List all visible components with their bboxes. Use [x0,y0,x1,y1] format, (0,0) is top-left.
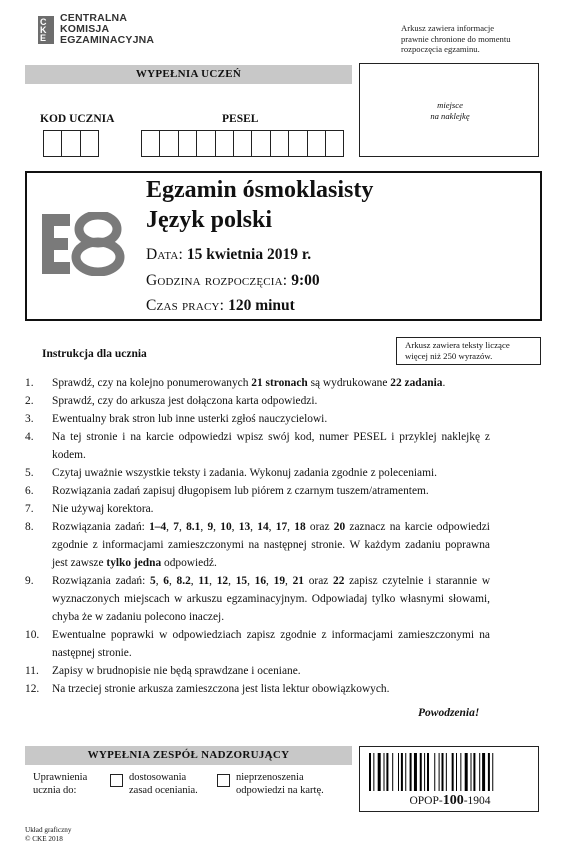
barcode-bar [473,753,475,791]
instruction-number: 1. [25,377,34,389]
exam-duration-value: 120 minut [228,297,295,314]
barcode-suffix: -1904 [463,795,491,807]
instruction-item [25,518,490,572]
barcode-number [360,793,540,809]
instruction-item [25,680,490,698]
instruction-text: Nie używaj korektora. [52,503,154,515]
logo-mark-c: C [40,17,47,27]
no-answer-transfer-checkbox[interactable] [217,774,230,787]
barcode-bar [369,753,371,791]
student-rights-label [33,771,87,797]
pesel-digit-box[interactable] [251,130,270,157]
barcode-bar [439,753,440,791]
barcode-bar [424,753,425,791]
instruction-item [25,572,490,626]
instruction-text: Sprawdź, czy do arkusza jest dołączona karta odpowiedzi. [52,395,318,407]
barcode-bar [386,753,388,791]
barcode-bar [479,753,480,791]
barcode-bar [373,753,374,791]
barcode-bar [378,753,381,791]
no-answer-transfer-label [236,771,324,797]
legal-note-line: rozpoczęcia egzaminu. [401,44,480,54]
instruction-number: 5. [25,467,34,479]
student-code-digit-box[interactable] [43,130,62,157]
pesel-digit-box[interactable] [288,130,307,157]
barcode-bar [414,753,417,791]
logo-mark-k: K [40,25,47,35]
exam-start-value: 9:00 [291,272,320,289]
adjusted-grading-label-line: zasad oceniania. [129,785,198,796]
barcode-bar [471,753,472,791]
instruction-number: 11. [25,665,39,677]
pesel-digit-box[interactable] [196,130,215,157]
instruction-number: 6. [25,485,34,497]
barcode-bar [446,753,447,791]
instruction-text: Sprawdź, czy na kolejno ponumerowanych 21 stronach są wydrukowane 22 zadania. [52,377,446,389]
pesel-digit-box[interactable] [141,130,160,157]
instruction-item [25,662,490,680]
barcode-bar [398,753,399,791]
barcode-bar [392,753,393,791]
instruction-text: Na trzeciej stronie arkusza zamieszczona jest lista lektur obowiązkowych. [52,683,390,695]
instruction-item [25,374,490,392]
exam-start-time [146,272,320,290]
pesel-digit-box[interactable] [178,130,197,157]
instruction-item [25,410,490,428]
barcode-bar [482,753,485,791]
barcode-bar [410,753,412,791]
rights-label-line: ucznia do: [33,785,77,796]
student-section-title: WYPEŁNIA UCZEŃ [25,65,352,84]
rights-label-line: Uprawnienia [33,772,88,783]
instruction-item [25,626,490,662]
sticker-label-line: na naklejkę [430,111,470,121]
barcode-main-number: 100 [442,793,464,808]
instruction-item [25,464,490,482]
student-code-digit-box[interactable] [80,130,99,157]
exam-date [146,246,311,264]
exam-title: Egzamin ósmoklasisty [146,177,374,203]
instruction-number: 8. [25,521,34,533]
instruction-number: 12. [25,683,40,695]
instruction-number: 7. [25,503,34,515]
barcode-prefix: OPOP- [409,795,443,807]
instruction-item [25,392,490,410]
legal-note-line: prawnie chronione do momentu [401,33,511,44]
pesel-digit-box[interactable] [215,130,234,157]
no-answer-transfer-label-line: nieprzenoszenia [236,772,304,783]
pesel-digit-box[interactable] [307,130,326,157]
footer-line: Układ graficzny [25,826,72,834]
exam-date-label: Data: [146,246,184,263]
exam-duration-label: Czas pracy: [146,297,225,314]
instructions-list [25,374,490,698]
barcode-bar [452,753,454,791]
barcode-bar [460,753,461,791]
instruction-number: 10. [25,629,40,641]
instruction-text: Zapisy w brudnopisie nie będą sprawdzane i oceniane. [52,665,301,677]
barcode-bar [492,753,493,791]
closing-wish: Powodzenia! [418,707,480,719]
instruction-text: Na tej stronie i na karcie odpowiedzi wpisz swój kod, numer PESEL i przyklej naklejkę z kodem. [52,431,490,461]
supervisors-section-title: WYPEŁNIA ZESPÓŁ NADZORUJĄCY [25,746,352,765]
logo-mark-e: E [40,33,47,43]
barcode-bar [405,753,406,791]
barcode-bar [384,753,385,791]
pesel-digit-box[interactable] [233,130,252,157]
pesel-digit-box[interactable] [325,130,344,157]
footer [25,826,72,844]
exam-date-value: 15 kwietnia 2019 r. [186,246,312,263]
logo-line: KOMISJA [60,23,110,35]
instruction-number: 2. [25,395,34,407]
instructions-title: Instrukcja dla ucznia [42,348,147,360]
e8-logo-icon [40,212,127,276]
pesel-field[interactable] [141,130,343,157]
instruction-item [25,428,490,464]
cke-logo-text [60,13,154,46]
barcode-bar [456,753,457,791]
instruction-text: Rozwiązania zadań: 5, 6, 8.2, 11, 12, 15, 16, 19, 21 oraz 22 zapisz czytelnie i starannie w wyznaczonych miejscach w arkuszu egzaminacyjnym. Odpowiadaj tylko własnymi słowami, chyba że w zadaniu polecono inaczej. [52,575,491,623]
sticker-label-line: miejsce [437,100,463,110]
barcode-bar [401,753,403,791]
instruction-item [25,500,490,518]
pesel-digit-box[interactable] [159,130,178,157]
instruction-number: 3. [25,413,34,425]
barcode-bar [420,753,422,791]
pesel-digit-box[interactable] [270,130,289,157]
barcode-bar [434,753,435,791]
pesel-label: PESEL [222,113,259,125]
adjusted-grading-checkbox[interactable] [110,774,123,787]
adjusted-grading-label [129,771,198,797]
legal-note [401,23,511,55]
student-code-label: KOD UCZNIA [40,113,115,125]
barcode-icon [369,753,531,791]
instruction-text: Ewentualny brak stron lub inne usterki zgłoś nauczycielowi. [52,413,328,425]
barcode-bar [442,753,444,791]
instruction-text: Rozwiązania zadań zapisuj długopisem lub piórem z czarnym tuszem/atramentem. [52,485,429,497]
adjusted-grading-label-line: dostosowania [129,772,187,783]
exam-duration [146,297,295,315]
long-texts-note-line: Arkusz zawiera teksty liczące [405,340,510,350]
footer-line: © CKE 2018 [25,835,63,843]
long-texts-note [396,337,541,365]
sticker-label [360,100,540,122]
student-code-field[interactable] [43,130,98,157]
barcode-bar [488,753,490,791]
instruction-text: Rozwiązania zadań: 1–4, 7, 8.1, 9, 10, 13, 14, 17, 18 oraz 20 zaznacz na karcie odpowiedzi zgodnie z informacjami zamieszczonymi na następnej stronie. W każdym zadaniu poprawna jest zawsze tylko jedna odpowiedź. [52,521,490,569]
exam-start-label: Godzina rozpoczęcia: [146,272,288,289]
e8-logo-eight-bottom [76,242,120,272]
exam-subject: Język polski [146,207,273,233]
e8-logo-letter-e [42,214,70,274]
barcode-bar [427,753,429,791]
legal-note-line: Arkusz zawiera informacje [401,23,495,33]
instruction-text: Ewentualne poprawki w odpowiedziach zapisz zgodnie z informacjami zamieszczonymi na następnej stronie. [52,629,490,659]
long-texts-note-line: więcej niż 250 wyrazów. [405,351,493,361]
logo-line: EGZAMINACYJNA [60,34,155,46]
no-answer-transfer-label-line: odpowiedzi na kartę. [236,785,324,796]
instruction-item [25,482,490,500]
cke-logo-icon [38,16,54,44]
instruction-text: Czytaj uważnie wszystkie teksty i zadania. Wykonuj zadania zgodnie z poleceniami. [52,467,437,479]
instruction-number: 9. [25,575,34,587]
sticker-area[interactable] [359,63,539,157]
barcode-bar [465,753,468,791]
barcode-box [359,746,539,812]
student-code-digit-box[interactable] [61,130,80,157]
instruction-number: 4. [25,431,34,443]
logo-line: CENTRALNA [60,12,128,24]
